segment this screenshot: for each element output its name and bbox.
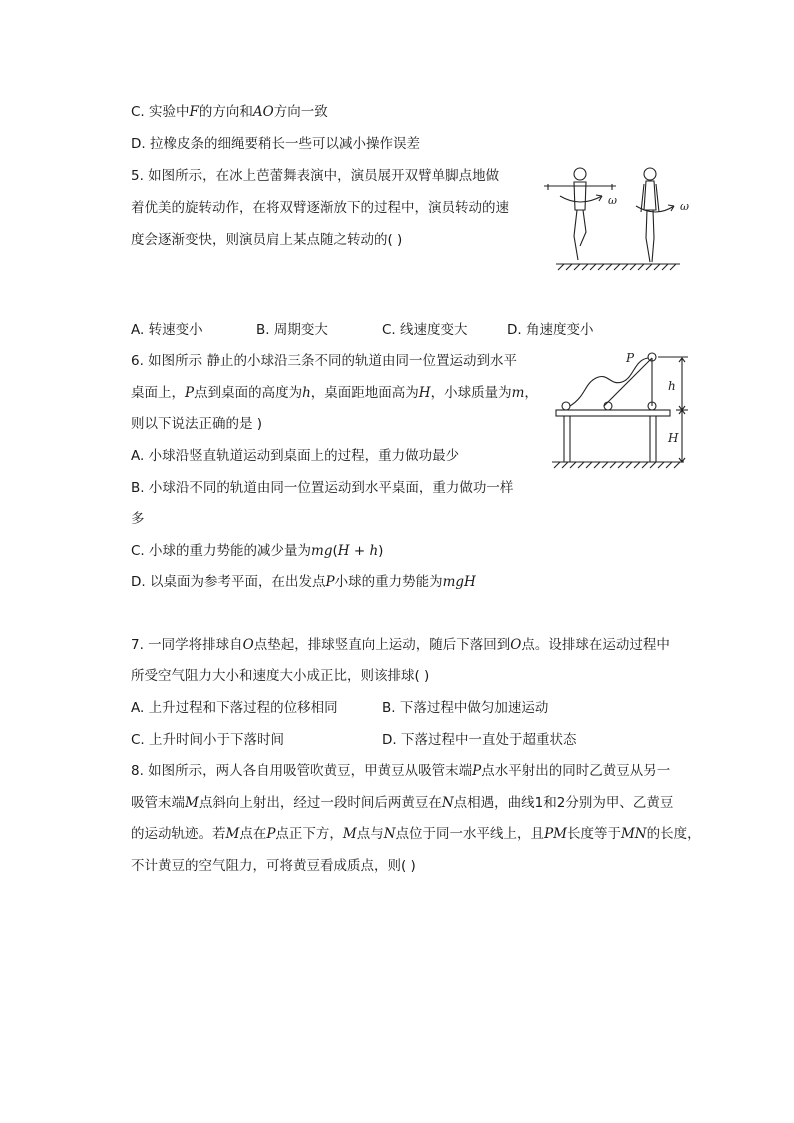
q5-option-d: D. 角速度变小: [507, 322, 594, 338]
q6-option-d: D. 以桌面为参考平面，在出发点P小球的重力势能为mgH: [131, 574, 476, 590]
height-H-label: H: [668, 431, 679, 445]
q8-stem-line-1: 8. 如图所示，两人各自用吸管吹黄豆，甲黄豆从吸管末端P点水平射出的同时乙黄豆从另一: [131, 763, 671, 779]
q8-stem-line-4: 不计黄豆的空气阻力，可将黄豆看成质点，则( ): [131, 858, 416, 874]
q5-option-a: A. 转速变小: [131, 322, 203, 338]
q5-stem-line-1: 5. 如图所示，在冰上芭蕾舞表演中，演员展开双臂单脚点地做: [131, 168, 500, 184]
height-h-label: h: [668, 379, 676, 393]
q7-stem-line-1: 7. 一同学将排球自O点垫起，排球竖直向上运动，随后下落回到O点。设排球在运动过程中: [131, 637, 670, 653]
q5-option-b: B. 周期变大: [256, 322, 328, 338]
q6-option-a: A. 小球沿竖直轨道运动到桌面上的过程，重力做功最少: [131, 448, 460, 464]
q7-option-c: C. 上升时间小于下落时间: [131, 732, 285, 748]
q4-option-c: C. 实验中F的方向和AO方向一致: [131, 104, 328, 120]
q8-stem-line-2: 吸管末端M点斜向上射出，经过一段时间后两黄豆在N点相遇，曲线1和2分别为甲、乙黄豆: [131, 795, 674, 811]
q7-stem-line-2: 所受空气阻力大小和速度大小成正比，则该排球( ): [131, 668, 430, 684]
q6-option-b-cont: 多: [131, 511, 145, 527]
q6-option-c: C. 小球的重力势能的减少量为mg(H + h): [131, 543, 384, 559]
skater-figure: [540, 162, 700, 274]
omega-label-1: ω: [608, 194, 617, 207]
q5-option-c: C. 线速度变大: [382, 322, 468, 338]
q8-stem-line-3: 的运动轨迹。若M点在P点正下方，M点与N点位于同一水平线上，且PM长度等于MN的长度，: [131, 826, 701, 842]
q4-option-d: D. 拉橡皮条的细绳要稍长一些可以减小操作误差: [131, 136, 420, 152]
q6-option-b: B. 小球沿不同的轨道由同一位置运动到水平桌面，重力做功一样: [131, 480, 514, 496]
q5-stem-line-2: 着优美的旋转动作，在将双臂逐渐放下的过程中，演员转动的速: [131, 200, 509, 216]
q5-stem-line-3: 度会逐渐变快，则演员肩上某点随之转动的( ): [131, 232, 403, 248]
track-figure: [548, 348, 698, 470]
q6-stem-line-3: 则以下说法正确的是 ): [131, 416, 263, 432]
q7-option-a: A. 上升过程和下落过程的位移相同: [131, 700, 338, 716]
q7-option-d: D. 下落过程中一直处于超重状态: [382, 732, 577, 748]
q6-stem-line-2: 桌面上，P点到桌面的高度为h，桌面距地面高为H，小球质量为m，: [131, 385, 538, 401]
point-p-label: P: [626, 351, 635, 365]
omega-label-2: ω: [680, 200, 689, 213]
q7-option-b: B. 下落过程中做匀加速运动: [382, 700, 549, 716]
q6-stem-line-1: 6. 如图所示 静止的小球沿三条不同的轨道由同一位置运动到水平: [131, 353, 517, 369]
